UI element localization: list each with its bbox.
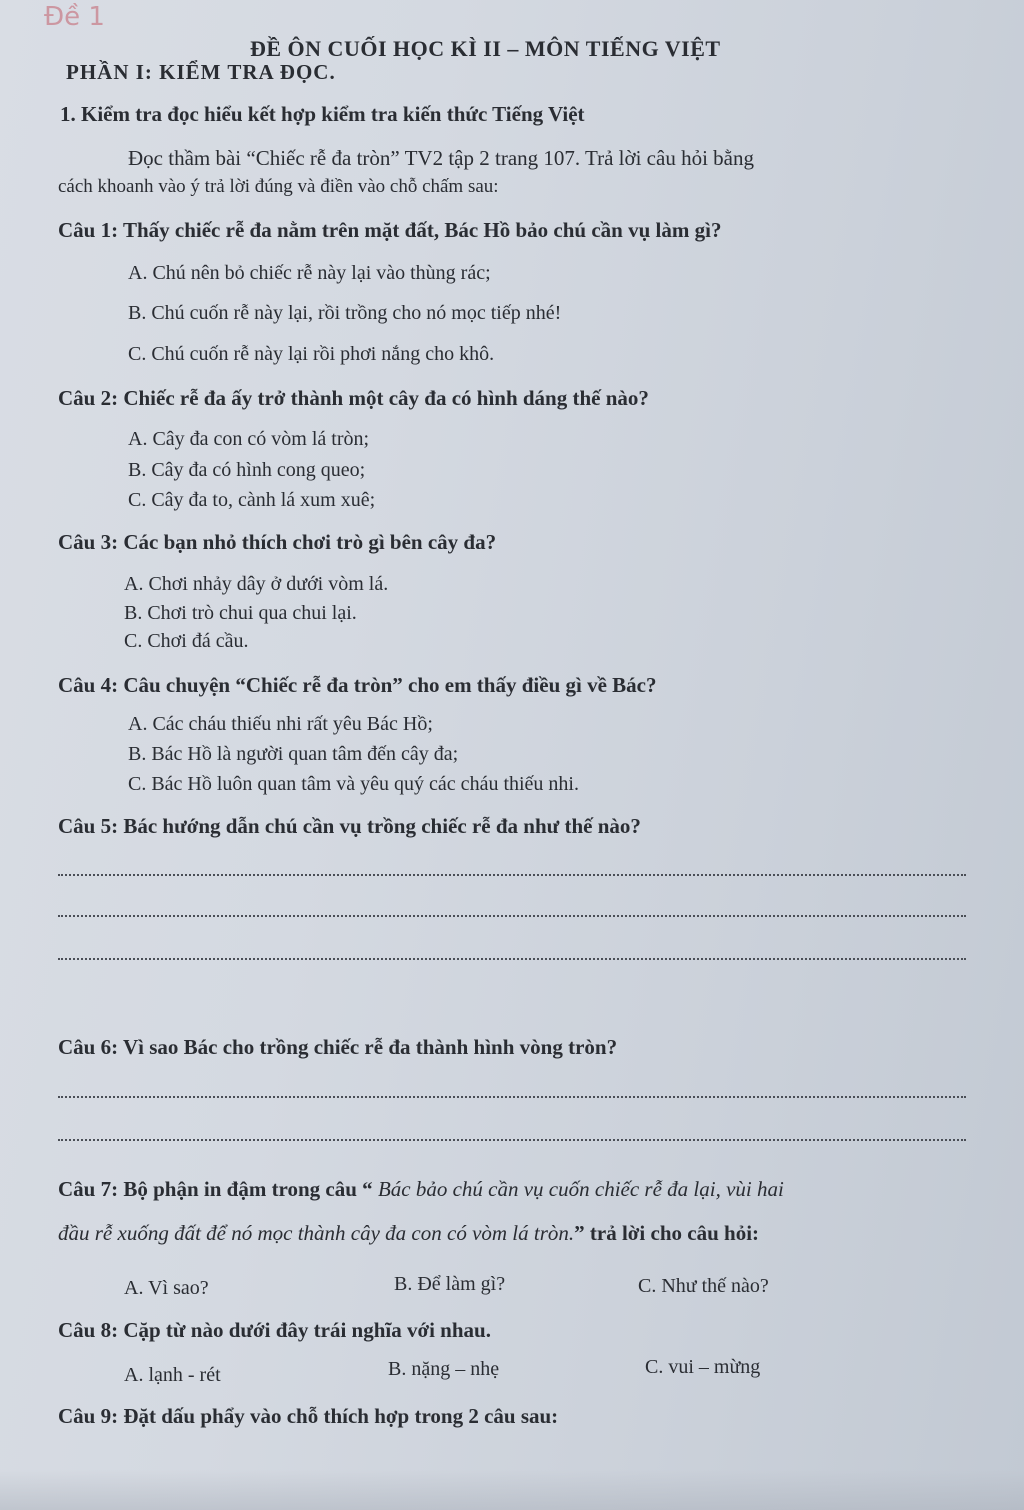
question-7-text-end: ” trả lời cho câu hỏi: bbox=[574, 1221, 760, 1245]
question-5: Câu 5: Bác hướng dẫn chú cần vụ trồng chiếc rễ đa như thế nào? bbox=[58, 814, 641, 838]
question-6: Câu 6: Vì sao Bác cho trồng chiếc rễ đa thành hình vòng tròn? bbox=[58, 1035, 618, 1059]
question-4: Câu 4: Câu chuyện “Chiếc rễ đa tròn” cho em thấy điều gì về Bác? bbox=[58, 673, 657, 697]
handwritten-mark: Đề 1 bbox=[44, 2, 105, 32]
question-3-option-c[interactable]: C. Chơi đá cầu. bbox=[124, 630, 249, 652]
question-7-quote-part-2: đầu rễ xuống đất để nó mọc thành cây đa con có vòm lá tròn. bbox=[58, 1221, 575, 1245]
question-7-line-1 bbox=[58, 1177, 784, 1202]
question-7-option-c[interactable]: C. Như thế nào? bbox=[638, 1275, 769, 1297]
question-7-line-2 bbox=[58, 1221, 759, 1246]
question-8-option-c[interactable]: C. vui – mừng bbox=[645, 1356, 761, 1378]
question-2-option-c[interactable]: C. Cây đa to, cành lá xum xuê; bbox=[128, 489, 376, 511]
question-5-answer-line-1[interactable] bbox=[58, 874, 966, 876]
exam-title: ĐỀ ÔN CUỐI HỌC KÌ II – MÔN TIẾNG VIỆT bbox=[250, 36, 721, 61]
question-5-answer-line-3[interactable] bbox=[58, 958, 966, 960]
question-3-option-a[interactable]: A. Chơi nhảy dây ở dưới vòm lá. bbox=[124, 573, 389, 595]
page-bottom-shadow bbox=[0, 1470, 1024, 1510]
question-2-option-a[interactable]: A. Cây đa con có vòm lá tròn; bbox=[128, 428, 370, 450]
question-1-option-c[interactable]: C. Chú cuốn rễ này lại rồi phơi nắng cho khô. bbox=[128, 343, 495, 365]
section-heading: 1. Kiểm tra đọc hiểu kết hợp kiểm tra kiến thức Tiếng Việt bbox=[60, 102, 585, 126]
question-8: Câu 8: Cặp từ nào dưới đây trái nghĩa với nhau. bbox=[58, 1318, 491, 1342]
question-1-option-a[interactable]: A. Chú nên bỏ chiếc rễ này lại vào thùng rác; bbox=[128, 262, 491, 284]
question-6-answer-line-1[interactable] bbox=[58, 1096, 966, 1098]
question-7-option-b[interactable]: B. Để làm gì? bbox=[394, 1273, 506, 1295]
question-2: Câu 2: Chiếc rễ đa ấy trở thành một cây đa có hình dáng thế nào? bbox=[58, 386, 649, 410]
question-9: Câu 9: Đặt dấu phẩy vào chỗ thích hợp trong 2 câu sau: bbox=[58, 1404, 559, 1428]
question-7-option-a[interactable]: A. Vì sao? bbox=[124, 1277, 209, 1299]
question-1-option-b[interactable]: B. Chú cuốn rễ này lại, rồi trồng cho nó mọc tiếp nhé! bbox=[128, 302, 562, 324]
question-4-option-b[interactable]: B. Bác Hồ là người quan tâm đến cây đa; bbox=[128, 743, 459, 765]
question-7-quote-part-1: Bác bảo chú cần vụ cuốn chiếc rễ đa lại, vùi hai bbox=[377, 1177, 784, 1201]
intro-line-2: cách khoanh vào ý trả lời đúng và điền vào chỗ chấm sau: bbox=[58, 176, 499, 197]
question-4-option-c[interactable]: C. Bác Hồ luôn quan tâm và yêu quý các cháu thiếu nhi. bbox=[128, 773, 579, 795]
question-1: Câu 1: Thấy chiếc rễ đa nằm trên mặt đất, Bác Hồ bảo chú cần vụ làm gì? bbox=[58, 218, 722, 242]
question-3: Câu 3: Các bạn nhỏ thích chơi trò gì bên cây đa? bbox=[58, 530, 497, 554]
question-6-answer-line-2[interactable] bbox=[58, 1139, 966, 1141]
question-8-option-b[interactable]: B. nặng – nhẹ bbox=[388, 1358, 500, 1380]
question-4-option-a[interactable]: A. Các cháu thiếu nhi rất yêu Bác Hồ; bbox=[128, 713, 433, 735]
question-7-text-start: Câu 7: Bộ phận in đậm trong câu “ bbox=[58, 1177, 378, 1201]
question-2-option-b[interactable]: B. Cây đa có hình cong queo; bbox=[128, 459, 366, 481]
question-5-answer-line-2[interactable] bbox=[58, 915, 966, 917]
intro-line-1: Đọc thầm bài “Chiếc rễ đa tròn” TV2 tập 2 trang 107. Trả lời câu hỏi bằng bbox=[128, 146, 754, 170]
question-3-option-b[interactable]: B. Chơi trò chui qua chui lại. bbox=[124, 602, 357, 624]
question-8-option-a[interactable]: A. lạnh - rét bbox=[124, 1364, 221, 1386]
part-heading: PHẦN I: KIỂM TRA ĐỌC. bbox=[66, 60, 336, 84]
